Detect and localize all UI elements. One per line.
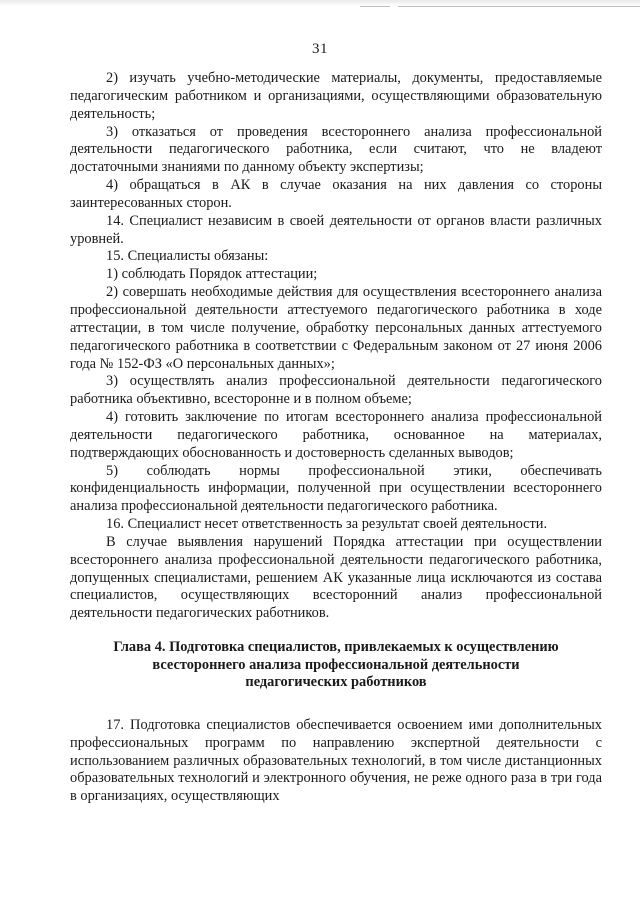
scan-mark [360,6,390,7]
paragraph: 4) обращаться в АК в случае оказания на них давления со стороны заинтересованных сторон. [70,177,602,211]
paragraph: 5) соблюдать нормы профессиональной этики, обеспечивать конфиденциальность информации, полученной при осуществлении всестороннего анализа профессиональной деятельности педагогического работника. [70,462,602,515]
chapter-heading [70,639,602,692]
paragraph: 16. Специалист несет ответственность за результат своей деятельности. [106,516,548,533]
paragraph: 4) готовить заключение по итогам всестороннего анализа профессиональной деятельности педагогического работника, основанное на материалах, подтверждающих обоснованность и достоверность сделанных выводов; [70,409,602,461]
paragraph: 14. Специалист независим в своей деятельности от органов власти различных уровней. [70,212,602,247]
paragraph: 1) соблюдать Порядок аттестации; [106,266,318,283]
chapter-heading-line: педагогических работников [245,674,427,691]
section-spacer [70,692,602,717]
paragraph: 15. Специалисты обязаны: [106,248,269,265]
paragraph: 17. Подготовка специалистов обеспечивается освоением ими дополнительных профессиональных программ по направлению экспертной деятельности с использованием различных образовательных технологий, в том числе дистанционных образовательных технологий и электронного обучения, не реже одного раза в три года в организациях, осуществляющих [70,716,602,805]
paragraph: 3) осуществлять анализ профессиональной деятельности педагогического работника объективно, всесторонне и в полном объеме; [70,373,602,408]
document-body [70,70,602,806]
chapter-heading-line: Глава 4. Подготовка специалистов, привлекаемых к осуществлению [113,639,559,656]
paragraph: 2) изучать учебно-методические материалы, документы, предоставляемые педагогическим работником и организациями, осуществляющими образовательную деятельность; [70,70,602,122]
scan-mark [398,6,640,7]
paragraph: В случае выявления нарушений Порядка аттестации при осуществлении всестороннего анализа профессиональной деятельности педагогического работника, допущенных специалистами, решением АК указанные лица исключаются из состава специалистов, осуществляющих всесторонний анализ профессиональной деятельности педагогических работников. [70,533,602,622]
chapter-heading-line: всестороннего анализа профессиональной деятельности [152,656,520,673]
paragraph: 3) отказаться от проведения всестороннего анализа профессиональной деятельности педагогического работника, если считают, что не владеют достаточными знаниями по данному объекту экспертизы; [70,123,602,176]
paragraph: 2) совершать необходимые действия для осуществления всестороннего анализа профессиональной деятельности аттестуемого педагогического работника в ходе аттестации, в том числе получение, обработку персональных данных аттестуемого педагогического работника в соответствии с Федеральным законом от 27 июня 2006 года № 152-ФЗ «О персональных данных»; [70,284,602,372]
page-number: 31 [312,41,328,57]
